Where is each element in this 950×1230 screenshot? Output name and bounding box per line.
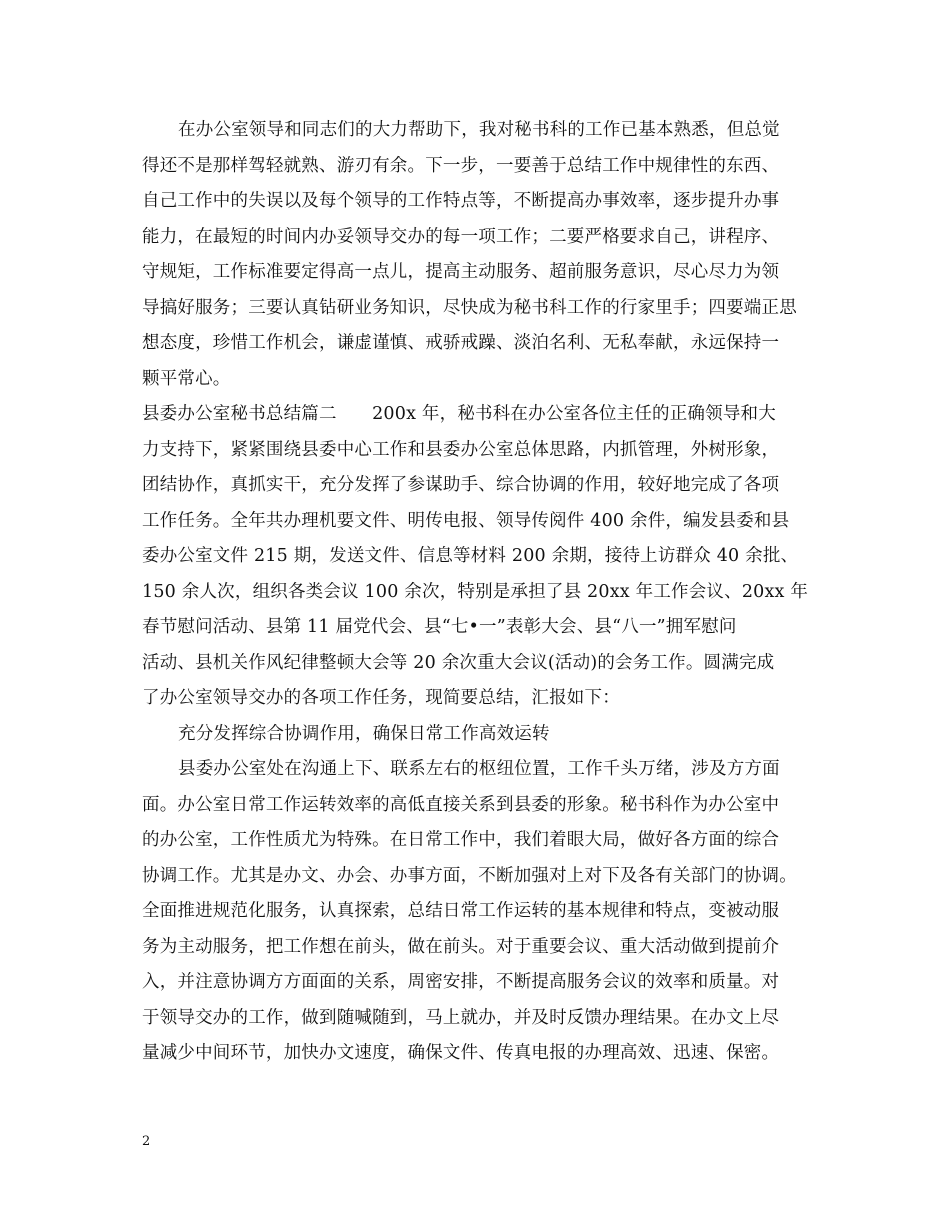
text-line: 工作任务。全年共办理机要文件、明传电报、领导传阅件 400 余件，编发县委和县 [142, 510, 790, 531]
text-line: 委办公室文件 215 期，发送文件、信息等材料 200 余期，接待上访群众 40 余批、 [142, 546, 799, 566]
page-number: 2 [142, 1134, 151, 1149]
text-line: 充分发挥综合协调作用，确保日常工作高效运转 [178, 723, 550, 744]
text-line: 得还不是那样驾轻就熟、游刃有余。下一步，一要善于总结工作中规律性的东西、 [142, 155, 780, 176]
text-line: 务为主动服务，把工作想在前头，做在前头。对于重要会议、重大活动做到提前介 [142, 936, 780, 957]
text-line: 全面推进规范化服务，认真探索，总结日常工作运转的基本规律和特点，变被动服 [142, 901, 780, 921]
text-line: 能力，在最短的时间内办妥领导交办的每一项工作；二要严格要求自己，讲程序、 [142, 226, 780, 247]
text-line: 力支持下，紧紧围绕县委中心工作和县委办公室总体思路，内抓管理，外树形象， [142, 439, 780, 460]
text-line: 入，并注意协调方方面面的关系，周密安排，不断提高服务会议的效率和质量。对 [142, 972, 780, 992]
text-line: 在办公室领导和同志们的大力帮助下，我对秘书科的工作已基本熟悉，但总觉 [178, 120, 780, 140]
text-line: 协调工作。尤其是办文、办会、办事方面，不断加强对上对下及各有关部门的协调。 [142, 865, 797, 886]
text-line: 团结协作，真抓实干，充分发挥了参谋助手、综合协调的作用，较好地完成了各项 [142, 475, 780, 495]
text-line: 自己工作中的失误以及每个领导的工作特点等，不断提高办事效率，逐步提升办事 [142, 191, 780, 211]
text-line: 导搞好服务；三要认真钻研业务知识，尽快成为秘书科工作的行家里手；四要端正思 [142, 297, 797, 318]
text-line: 县委办公室秘书总结篇二 200x 年，秘书科在办公室各位主任的正确领导和大 [142, 404, 776, 424]
text-line: 的办公室，工作性质尤为特殊。在日常工作中，我们着眼大局，做好各方面的综合 [142, 830, 780, 850]
body-text [142, 113, 832, 1072]
text-line: 守规矩，工作标准要定得高一点儿，提高主动服务、超前服务意识，尽心尽力为领 [142, 262, 780, 282]
text-line: 活动、县机关作风纪律整顿大会等 20 余次重大会议(活动)的会务工作。圆满完成 [142, 652, 775, 673]
text-line: 县委办公室处在沟通上下、联系左右的枢纽位置，工作千头万绪，涉及方方面 [178, 759, 780, 779]
text-line: 想态度，珍惜工作机会，谦虚谨慎、戒骄戒躁、淡泊名利、无私奉献，永远保持一 [142, 333, 780, 353]
text-line: 于领导交办的工作，做到随喊随到，马上就办，并及时反馈办理结果。在办文上尽 [142, 1007, 780, 1028]
text-line: 了办公室领导交办的各项工作任务，现简要总结，汇报如下： [142, 688, 620, 708]
text-line: 颗平常心。 [142, 368, 231, 389]
text-line: 量减少中间环节，加快办文速度，确保文件、传真电报的办理高效、迅速、保密。 [142, 1043, 780, 1063]
text-line: 面。办公室日常工作运转效率的高低直接关系到县委的形象。秘书科作为办公室中 [142, 794, 780, 815]
text-line: 150 余人次，组织各类会议 100 余次，特别是承担了县 20xx 年工作会议、20xx 年 [142, 581, 809, 602]
text-line: 春节慰问活动、县第 11 届党代会、县“七•一”表彰大会、县“八一”拥军慰问 [142, 617, 737, 637]
